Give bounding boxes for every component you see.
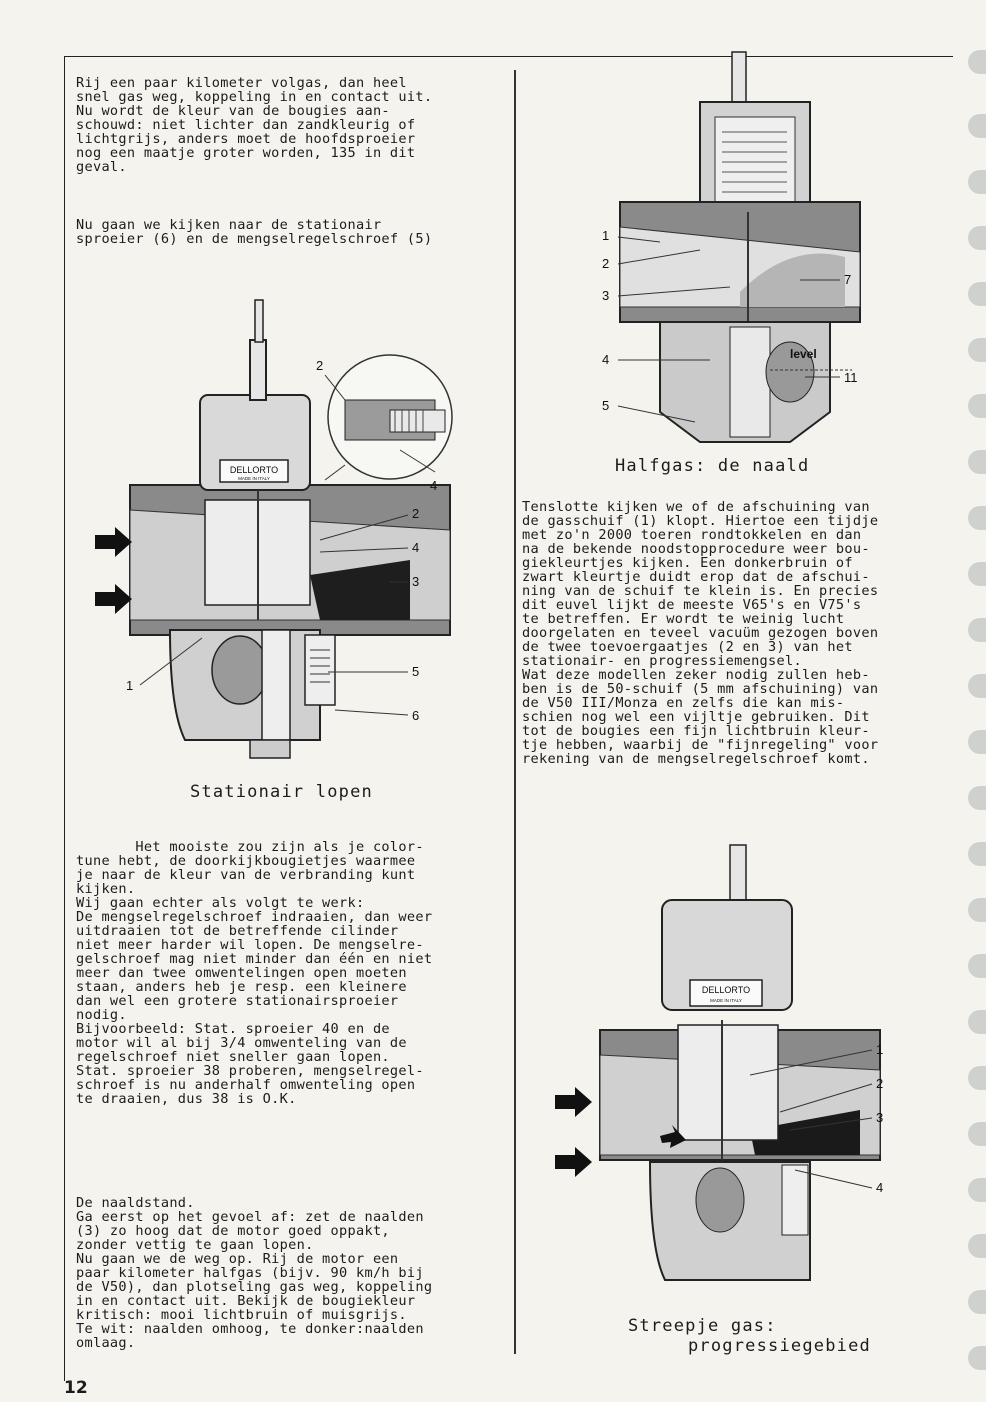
binder-hole bbox=[968, 394, 986, 418]
binder-hole bbox=[968, 730, 986, 754]
halfgas-callout-1: 1 bbox=[602, 228, 610, 243]
binder-hole bbox=[968, 170, 986, 194]
caption-streepje-line2: progressiegebied bbox=[688, 1336, 871, 1356]
binder-hole bbox=[968, 1066, 986, 1090]
binder-hole bbox=[968, 226, 986, 250]
binder-hole bbox=[968, 842, 986, 866]
halfgas-callout-5: 5 bbox=[602, 398, 610, 413]
binder-hole bbox=[968, 1122, 986, 1146]
binder-hole bbox=[968, 786, 986, 810]
binder-hole bbox=[968, 1178, 986, 1202]
callout-4-magnified: 4 bbox=[430, 478, 438, 493]
binder-hole bbox=[968, 898, 986, 922]
binder-hole bbox=[968, 1346, 986, 1370]
carburettor-halfgas-diagram bbox=[590, 42, 870, 452]
carburettor-progression-diagram bbox=[550, 840, 900, 1310]
logo-subtext-2: MADE IN ITALY bbox=[710, 998, 742, 1003]
callout-6: 6 bbox=[412, 708, 420, 723]
colortune-paragraph: Het mooiste zou zijn als je color- tune hebt, de doorkijkbougietjes waarmee je naar de kleur van de verbranding kunt kijken. Wij gaan echter als volgt te werk: De mengselregelschroef indraaien, dan weer uitdraaien tot de betreffende cilinder niet meer harder wil lopen. De mengselre- gelschroef mag niet minder dan één en niet meer dan twee omwentelingen open moeten staan, anders heb je resp. een kleinere dan wel een grotere stationairsproeier nodig. Bijvoorbeeld: Stat. sproeier 40 en de motor wil al bij 3/4 omwenteling van de regelschroef niet sneller gaan lopen. Stat. sproeier 38 proberen, mengselregel- schroef is nu anderhalf omwenteling open te draaien, dus 38 is O.K. bbox=[76, 839, 433, 1107]
binder-hole bbox=[968, 50, 986, 74]
binder-hole bbox=[968, 1290, 986, 1314]
binder-hole bbox=[968, 506, 986, 530]
page-number: 12 bbox=[64, 1378, 88, 1398]
callout-2: 2 bbox=[412, 506, 420, 521]
callout-4: 4 bbox=[412, 540, 420, 555]
binder-hole bbox=[968, 450, 986, 474]
logo-text: DELLORTO bbox=[229, 465, 279, 475]
halfgas-callout-11: 11 bbox=[844, 370, 858, 385]
streepje-callout-3: 3 bbox=[876, 1110, 884, 1125]
binder-hole bbox=[968, 674, 986, 698]
caption-stationair: Stationair lopen bbox=[190, 782, 373, 802]
logo-text-2: DELLORTO bbox=[701, 985, 751, 995]
binder-holes bbox=[964, 30, 986, 1402]
column-divider bbox=[514, 70, 516, 1354]
binder-hole bbox=[968, 618, 986, 642]
logo-subtext: MADE IN ITALY bbox=[238, 476, 270, 481]
stationair-intro-paragraph: Nu gaan we kijken naar de stationair sproeier (6) en de mengselregelschroef (5) bbox=[76, 217, 433, 247]
callout-1: 1 bbox=[126, 678, 134, 693]
callout-3: 3 bbox=[412, 574, 420, 589]
callout-2-magnified: 2 bbox=[316, 358, 324, 373]
level-label: level bbox=[790, 347, 817, 361]
streepje-callout-4: 4 bbox=[876, 1180, 884, 1195]
callout-5: 5 bbox=[412, 664, 420, 679]
streepje-callout-1: 1 bbox=[876, 1042, 884, 1057]
tenslotte-paragraph: Tenslotte kijken we of de afschuining van de gasschuif (1) klopt. Hiertoe een tijdje met zo'n 2000 toeren rondtokkelen en dan na de bekende noodstopprocedure weer bou- giekleurtjes kijken. Een donkerbruin of zwart kleurtje duidt erop dat de afschui- ning van de schuif te klein is. En precies dit euvel lijkt de meeste V65's en V75's te betreffen. Er wordt te weinig lucht doorgelaten en teveel vacuüm gezogen boven de twee toevoergaatjes (2 en 3) van het stationair- en progressiemengsel. Wat deze modellen zeker nodig zullen heb- ben is de 50-schuif (5 mm afschuining) van de V50 III/Monza en zelfs die kan mis- schien nog wel een vijltje gebruiken. Dit tot de bougies een fijn lichtbruin kleur- tje hebben, waarbij de "fijnregeling" voor rekening van de mengselregelschroef komt. bbox=[522, 499, 879, 767]
halfgas-callout-3: 3 bbox=[602, 288, 610, 303]
binder-hole bbox=[968, 114, 986, 138]
halfgas-callout-7: 7 bbox=[844, 272, 852, 287]
binder-hole bbox=[968, 562, 986, 586]
binder-hole bbox=[968, 1234, 986, 1258]
caption-halfgas: Halfgas: de naald bbox=[615, 456, 810, 476]
caption-streepje-line1: Streepje gas: bbox=[628, 1316, 777, 1336]
binder-hole bbox=[968, 1010, 986, 1034]
binder-hole bbox=[968, 338, 986, 362]
binder-hole bbox=[968, 282, 986, 306]
carburettor-idle-diagram bbox=[90, 290, 510, 780]
naaldstand-paragraph: De naaldstand. Ga eerst op het gevoel af: zet de naalden (3) zo hoog dat de motor goed oppakt, zonder vettig te gaan lopen. Nu gaan we de weg op. Rij de motor een paar kilometer halfgas (bijv. 90 km/h bij de V50), dan plotseling gas weg, koppeling in en contact uit. Bekijk de bougiekleur kritisch: mooi lichtbruin of muisgrijs. Te wit: naalden omhoog, te donker:naalden omlaag. bbox=[76, 1195, 433, 1351]
binder-hole bbox=[968, 954, 986, 978]
halfgas-callout-2: 2 bbox=[602, 256, 610, 271]
intro-paragraph: Rij een paar kilometer volgas, dan heel snel gas weg, koppeling in en contact uit. Nu wordt de kleur van de bougies aan- schouwd: niet lichter dan zandkleurig of lichtgrijs, anders moet de hoofdsproeier nog een maatje groter worden, 135 in dit geval. bbox=[76, 75, 433, 175]
halfgas-callout-4: 4 bbox=[602, 352, 610, 367]
streepje-callout-2: 2 bbox=[876, 1076, 884, 1091]
